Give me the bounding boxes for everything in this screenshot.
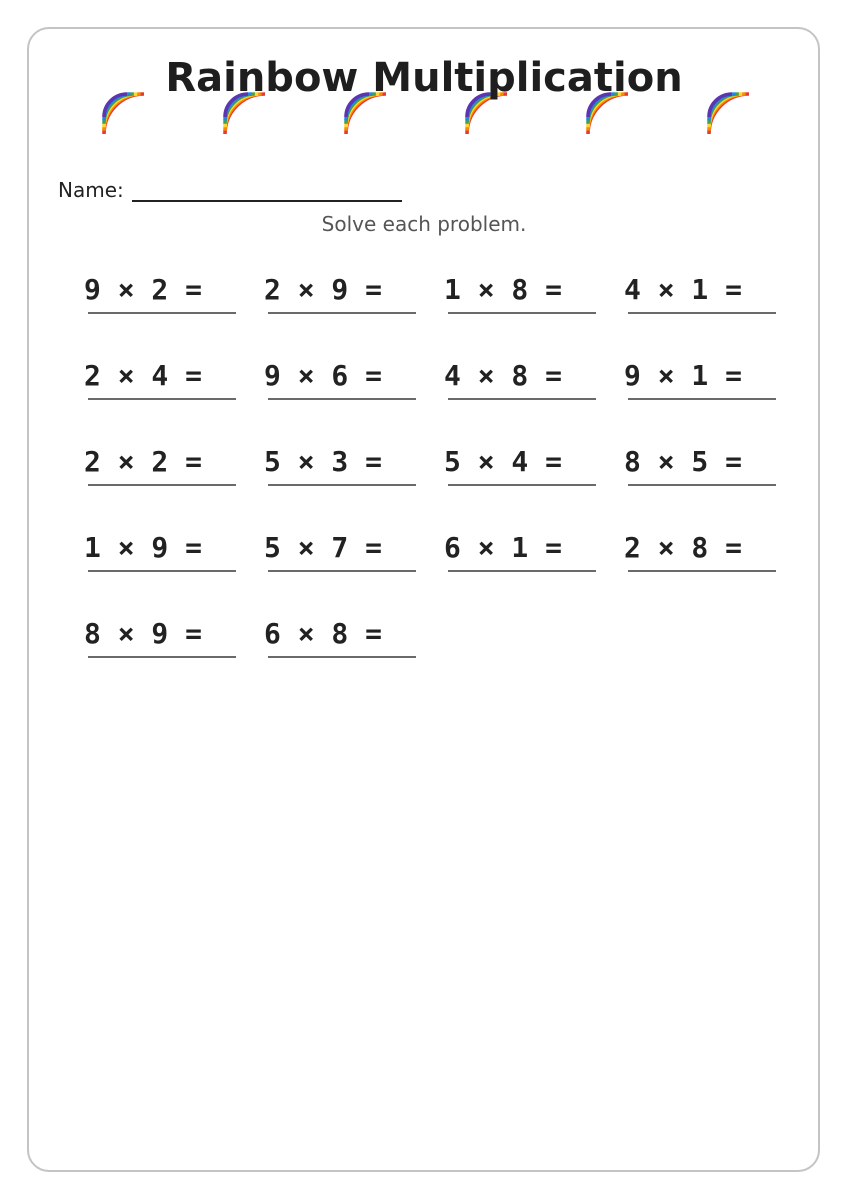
answer-blank[interactable] xyxy=(268,312,416,314)
problem-item xyxy=(624,358,776,402)
problem-item xyxy=(84,444,236,488)
answer-blank[interactable] xyxy=(88,570,236,572)
problem-item xyxy=(444,358,596,402)
answer-blank[interactable] xyxy=(268,484,416,486)
problem-equation: 6 × 1 = xyxy=(444,531,563,564)
answer-blank[interactable] xyxy=(88,484,236,486)
problem-item xyxy=(264,358,416,402)
worksheet-title: Rainbow Multiplication xyxy=(165,55,683,101)
answer-blank[interactable] xyxy=(628,398,776,400)
problem-equation: 9 × 2 = xyxy=(84,273,203,306)
answer-blank[interactable] xyxy=(448,570,596,572)
answer-blank[interactable] xyxy=(268,656,416,658)
name-blank[interactable] xyxy=(132,178,402,202)
problem-item xyxy=(84,272,236,316)
answer-blank[interactable] xyxy=(88,312,236,314)
problem-equation: 8 × 5 = xyxy=(624,445,743,478)
problem-item xyxy=(84,616,236,660)
answer-blank[interactable] xyxy=(448,484,596,486)
problem-equation: 9 × 1 = xyxy=(624,359,743,392)
problem-item xyxy=(624,272,776,316)
name-row xyxy=(58,172,402,202)
problem-equation: 4 × 8 = xyxy=(444,359,563,392)
problem-equation: 2 × 2 = xyxy=(84,445,203,478)
problem-item xyxy=(84,358,236,402)
answer-blank[interactable] xyxy=(448,398,596,400)
instructions: Solve each problem. xyxy=(321,212,527,236)
problem-item xyxy=(264,444,416,488)
problem-equation: 1 × 9 = xyxy=(84,531,203,564)
problem-equation: 8 × 9 = xyxy=(84,617,203,650)
problem-equation: 9 × 6 = xyxy=(264,359,383,392)
problem-item xyxy=(264,616,416,660)
name-label: Name: xyxy=(58,178,124,202)
answer-blank[interactable] xyxy=(88,656,236,658)
answer-blank[interactable] xyxy=(628,570,776,572)
problem-equation: 5 × 4 = xyxy=(444,445,563,478)
problem-item xyxy=(84,530,236,574)
problem-equation: 5 × 7 = xyxy=(264,531,383,564)
answer-blank[interactable] xyxy=(268,398,416,400)
problem-equation: 4 × 1 = xyxy=(624,273,743,306)
problem-equation: 5 × 3 = xyxy=(264,445,383,478)
answer-blank[interactable] xyxy=(628,312,776,314)
problem-equation: 6 × 8 = xyxy=(264,617,383,650)
problem-item xyxy=(264,272,416,316)
problem-equation: 1 × 8 = xyxy=(444,273,563,306)
problem-item xyxy=(264,530,416,574)
problem-item xyxy=(624,444,776,488)
answer-blank[interactable] xyxy=(448,312,596,314)
problem-item xyxy=(624,530,776,574)
answer-blank[interactable] xyxy=(268,570,416,572)
answer-blank[interactable] xyxy=(628,484,776,486)
problem-equation: 2 × 9 = xyxy=(264,273,383,306)
answer-blank[interactable] xyxy=(88,398,236,400)
problem-item xyxy=(444,530,596,574)
problem-item xyxy=(444,444,596,488)
problem-equation: 2 × 8 = xyxy=(624,531,743,564)
problem-item xyxy=(444,272,596,316)
problem-equation: 2 × 4 = xyxy=(84,359,203,392)
